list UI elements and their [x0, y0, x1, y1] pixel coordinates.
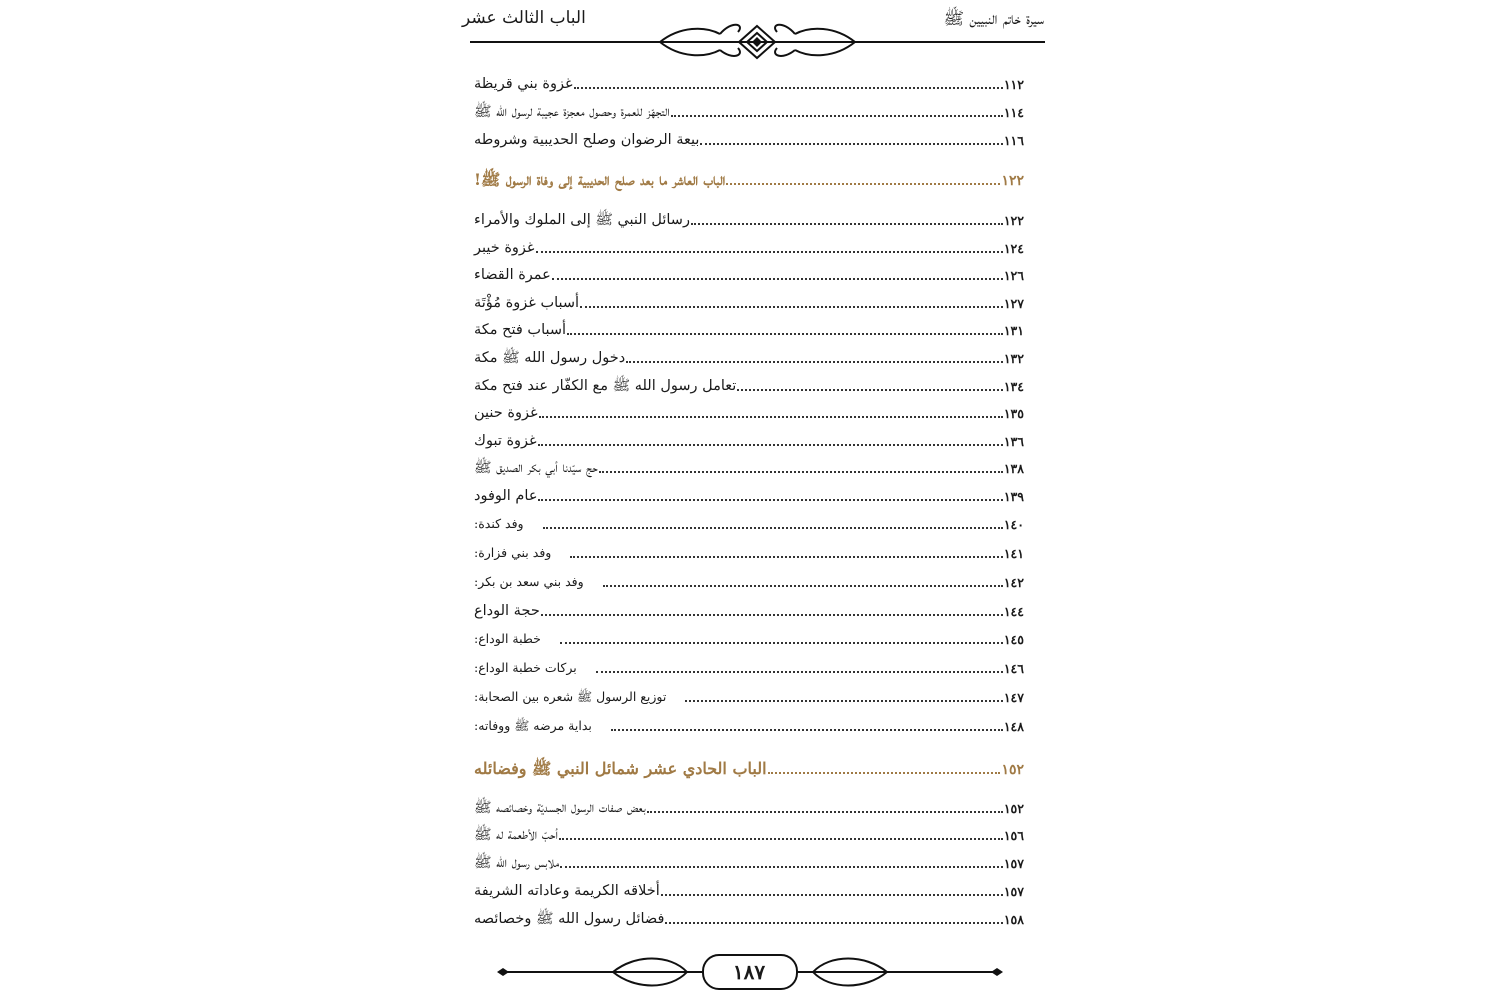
toc-entry-page: ١٣٢ [1003, 351, 1024, 366]
toc-entry-title: دخول رسول الله ﷺ مكة [474, 350, 626, 366]
toc-entry-page: ١٥٨ [1003, 912, 1024, 927]
toc-entry-page: ١٣٩ [1003, 489, 1024, 504]
toc-subentry-page: ١٤٢ [1003, 575, 1024, 590]
toc-subentry [472, 712, 1024, 736]
dot-leader [737, 389, 1003, 391]
toc-entry-page: ١١٤ [1003, 105, 1024, 120]
toc-entry-page: ١١٦ [1003, 133, 1024, 148]
toc-entry [472, 206, 1024, 230]
toc-entry-title: حجة الوداع [474, 603, 540, 619]
toc-entry [472, 427, 1024, 451]
toc-entry [472, 126, 1024, 150]
toc-entry-title: غزوة خيبر [474, 240, 535, 256]
toc-entry [472, 344, 1024, 368]
toc-entry [472, 821, 1024, 845]
dot-leader [647, 811, 1003, 813]
toc-subentry-title: بركات خطبة الوداع: [474, 660, 577, 675]
running-header-chapter: الباب الثالث عشر [462, 8, 586, 28]
dot-leader [626, 361, 1003, 363]
toc-subentry [472, 510, 1024, 534]
dot-leader [539, 416, 1003, 418]
toc-entry-page: ١٥٢ [1003, 801, 1024, 816]
toc-entry [472, 597, 1024, 621]
toc-entry-page: ١٢٦ [1003, 268, 1024, 283]
toc-entry-title: غزوة حنين [474, 405, 538, 421]
toc-entry-title: غزوة بني قريظة [474, 76, 573, 92]
toc-entry-title: عام الوفود [474, 488, 538, 504]
toc-entry-title: غزوة تبوك [474, 433, 537, 449]
toc-subentry-page: ١٤٧ [1003, 690, 1024, 705]
book-page [440, 0, 1060, 1000]
dot-leader [685, 700, 1002, 702]
toc-subentry [472, 625, 1024, 649]
toc-entry-title: أسباب فتح مكة [474, 322, 567, 338]
toc-entry-page: ١٣٥ [1003, 406, 1024, 421]
dot-leader [611, 729, 1003, 731]
toc-subentry [472, 683, 1024, 707]
dot-leader [671, 115, 1003, 117]
dot-leader [552, 278, 1003, 280]
dot-leader [570, 556, 1003, 558]
dot-leader [574, 87, 1003, 89]
dot-leader [567, 333, 1003, 335]
running-header-book-title: سيرة خاتم النبيين ﷺ [943, 9, 1044, 29]
dot-leader [559, 838, 1003, 840]
toc-subentry-title: وفد كندة: [474, 516, 524, 531]
toc-entry-page: ١٤٤ [1003, 604, 1024, 619]
toc-subentry [472, 539, 1024, 563]
toc-subentry [472, 654, 1024, 678]
toc-chapter-title: الباب الحادي عشر شمائل النبي ﷺ وفضائله [474, 759, 767, 778]
toc-entry [472, 849, 1024, 873]
page-number: ١٨٧ [732, 960, 766, 984]
toc-subentry-title: وفد بني سعد بن بكر: [474, 574, 584, 589]
toc-entry-page: ١٥٧ [1003, 856, 1024, 871]
toc-subentry-page: ١٤٠ [1003, 517, 1024, 532]
toc-entry-page: ١٢٢ [1003, 213, 1024, 228]
toc-entry-title: رسائل النبي ﷺ إلى الملوك والأمراء [474, 212, 690, 228]
toc-entry-title: أحبّ الأطعمة له ﷺ [474, 827, 559, 843]
toc-entry [472, 261, 1024, 285]
toc-subentry-page: ١٤٨ [1003, 719, 1024, 734]
toc-entry [472, 289, 1024, 313]
toc-entry [472, 482, 1024, 506]
toc-entry-page: ١٢٧ [1003, 296, 1024, 311]
dot-leader [691, 223, 1003, 225]
toc-entry-title: ملابس رسول الله ﷺ [474, 855, 560, 871]
toc-subentry-title: خطبة الوداع: [474, 631, 541, 646]
toc-subentry-title: بداية مرضه ﷺ ووفاته: [474, 718, 592, 733]
dot-leader [580, 306, 1003, 308]
dot-leader [538, 444, 1003, 446]
toc-entry-title: أخلاقه الكريمة وعاداته الشريفة [474, 883, 660, 899]
dot-leader [596, 671, 1003, 673]
toc-entry-title: فضائل رسول الله ﷺ وخصائصه [474, 911, 665, 927]
dot-leader [536, 251, 1003, 253]
toc-entry-title: التجهّز للعمرة وحصول معجزة عجيبة لرسول الله ﷺ [474, 104, 670, 120]
toc-chapter-heading [472, 166, 1024, 190]
toc-entry-page: ١١٢ [1003, 77, 1024, 92]
dot-leader [541, 614, 1003, 616]
toc-entry-page: ١٣٨ [1003, 461, 1024, 476]
toc-entry [472, 372, 1024, 396]
toc-entry [472, 794, 1024, 818]
toc-entry-page: ١٣١ [1003, 323, 1024, 338]
toc-entry-page: ١٥٧ [1003, 884, 1024, 899]
toc-subentry-page: ١٤٥ [1003, 632, 1024, 647]
toc-subentry-page: ١٤٦ [1003, 661, 1024, 676]
dot-leader [538, 499, 1002, 501]
toc-entry [472, 454, 1024, 478]
toc-entry-title: بيعة الرضوان وصلح الحديبية وشروطه [474, 132, 700, 148]
dot-leader [768, 772, 1001, 774]
dot-leader [543, 527, 1003, 529]
toc-entry-title: تعامل رسول الله ﷺ مع الكفّار عند فتح مكة [474, 378, 737, 394]
header-ornament-icon [470, 16, 1045, 60]
dot-leader [726, 183, 1000, 185]
dot-leader [665, 922, 1002, 924]
toc-subentry-title: توزيع الرسول ﷺ شعره بين الصحابة: [474, 689, 667, 704]
toc-entry [472, 316, 1024, 340]
toc-entry-page: ١٢٤ [1003, 241, 1024, 256]
toc-entry-title: حج سيّدنا أبي بكر الصديق ﷺ [474, 460, 598, 476]
dot-leader [560, 642, 1003, 644]
toc-entry-title: أسباب غزوة مُؤْتَة [474, 295, 580, 311]
toc-chapter-heading [472, 755, 1024, 779]
dot-leader [599, 471, 1003, 473]
toc-entry-title: بعض صفات الرسول الجسديّة وخصائصه ﷺ [474, 800, 646, 816]
toc-entry [472, 399, 1024, 423]
toc-entry [472, 98, 1024, 122]
toc-chapter-page: ١٢٢ [1001, 173, 1024, 189]
dot-leader [700, 143, 1002, 145]
toc-entry [472, 70, 1024, 94]
dot-leader [661, 894, 1003, 896]
toc-entry [472, 905, 1024, 929]
toc-chapter-page: ١٥٢ [1001, 762, 1024, 778]
toc-entry [472, 877, 1024, 901]
toc-entry-page: ١٥٦ [1003, 828, 1024, 843]
toc-chapter-title: الباب العاشر ما بعد صلح الحديبية إلى وفاة الرسول ﷺ! [474, 170, 726, 189]
toc-entry-title: عمرة القضاء [474, 267, 551, 283]
toc-subentry [472, 568, 1024, 592]
dot-leader [603, 585, 1003, 587]
dot-leader [560, 866, 1003, 868]
toc-entry-page: ١٣٦ [1003, 434, 1024, 449]
toc-subentry-page: ١٤١ [1003, 546, 1024, 561]
toc-entry-page: ١٣٤ [1003, 379, 1024, 394]
toc-entry [472, 234, 1024, 258]
toc-subentry-title: وفد بني فزارة: [474, 545, 552, 560]
